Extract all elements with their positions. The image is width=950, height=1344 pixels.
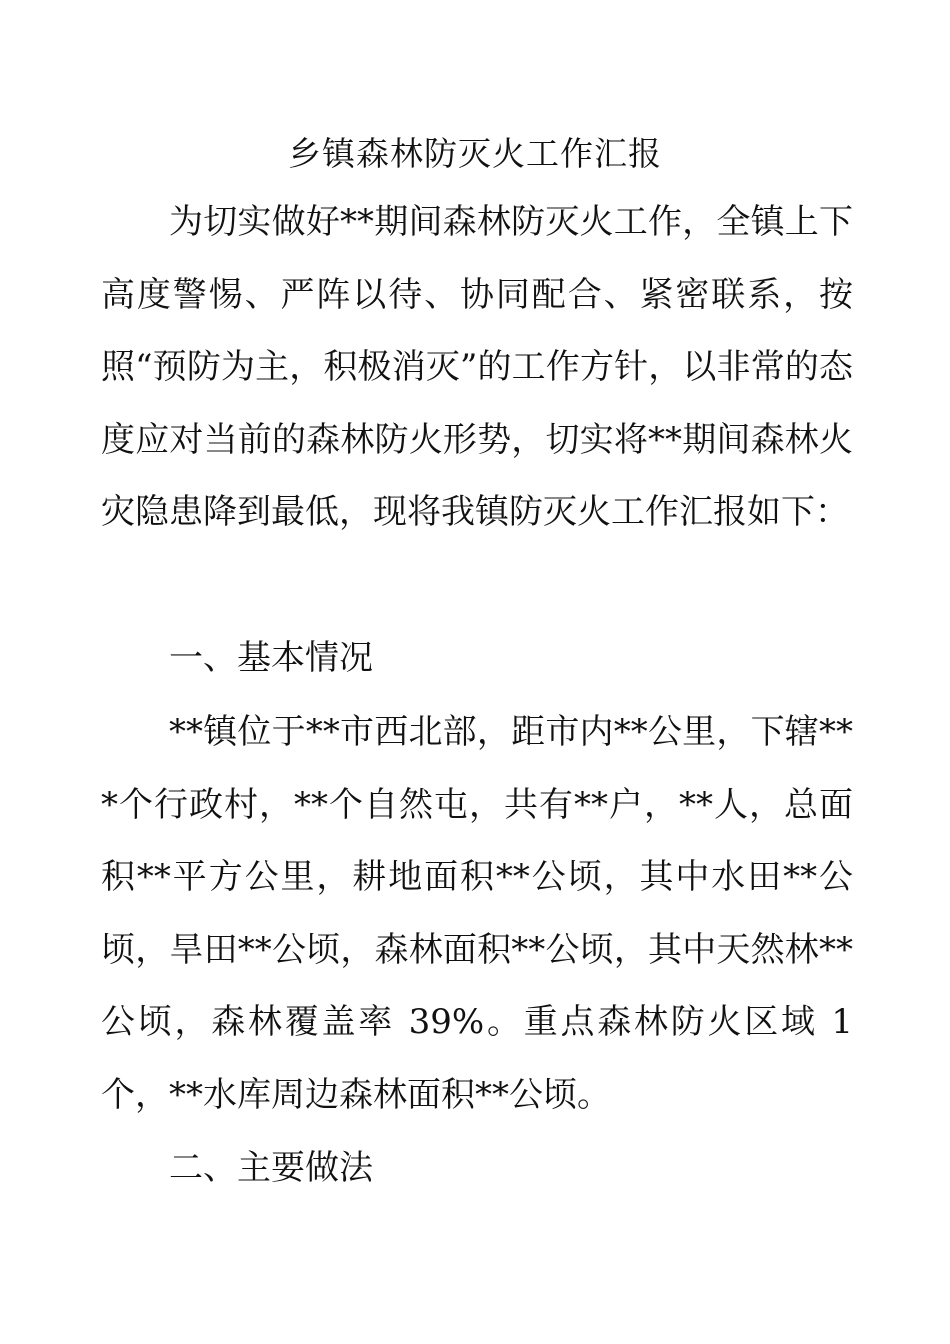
section-heading-main-practices: 二、主要做法 — [169, 1148, 373, 1188]
intro-paragraph: 为切实做好**期间森林防灭火工作，全镇上下高度警惕、严阵以待、协同配合、紧密联系，按照“预防为主，积极消灭”的工作方针，以非常的态度应对当前的森林防火形势，切实将**期间森林火灾隐患降到最低，现将我镇防灭火工作汇报如下： — [101, 202, 853, 533]
document-title: 乡镇森林防灭火工作汇报 — [288, 134, 662, 173]
basic-situation-paragraph: **镇位于**市西北部，距市内**公里，下辖***个行政村，**个自然屯，共有**户，**人，总面积**平方公里，耕地面积**公顷，其中水田**公顷，旱田**公顷，森林面积**公顷，其中天然林**公顷，森林覆盖率 39%。重点森林防火区域 1 个，**水库周边森林面积**公顷。 — [101, 712, 853, 1115]
section-heading-basic-situation: 一、基本情况 — [169, 638, 373, 678]
